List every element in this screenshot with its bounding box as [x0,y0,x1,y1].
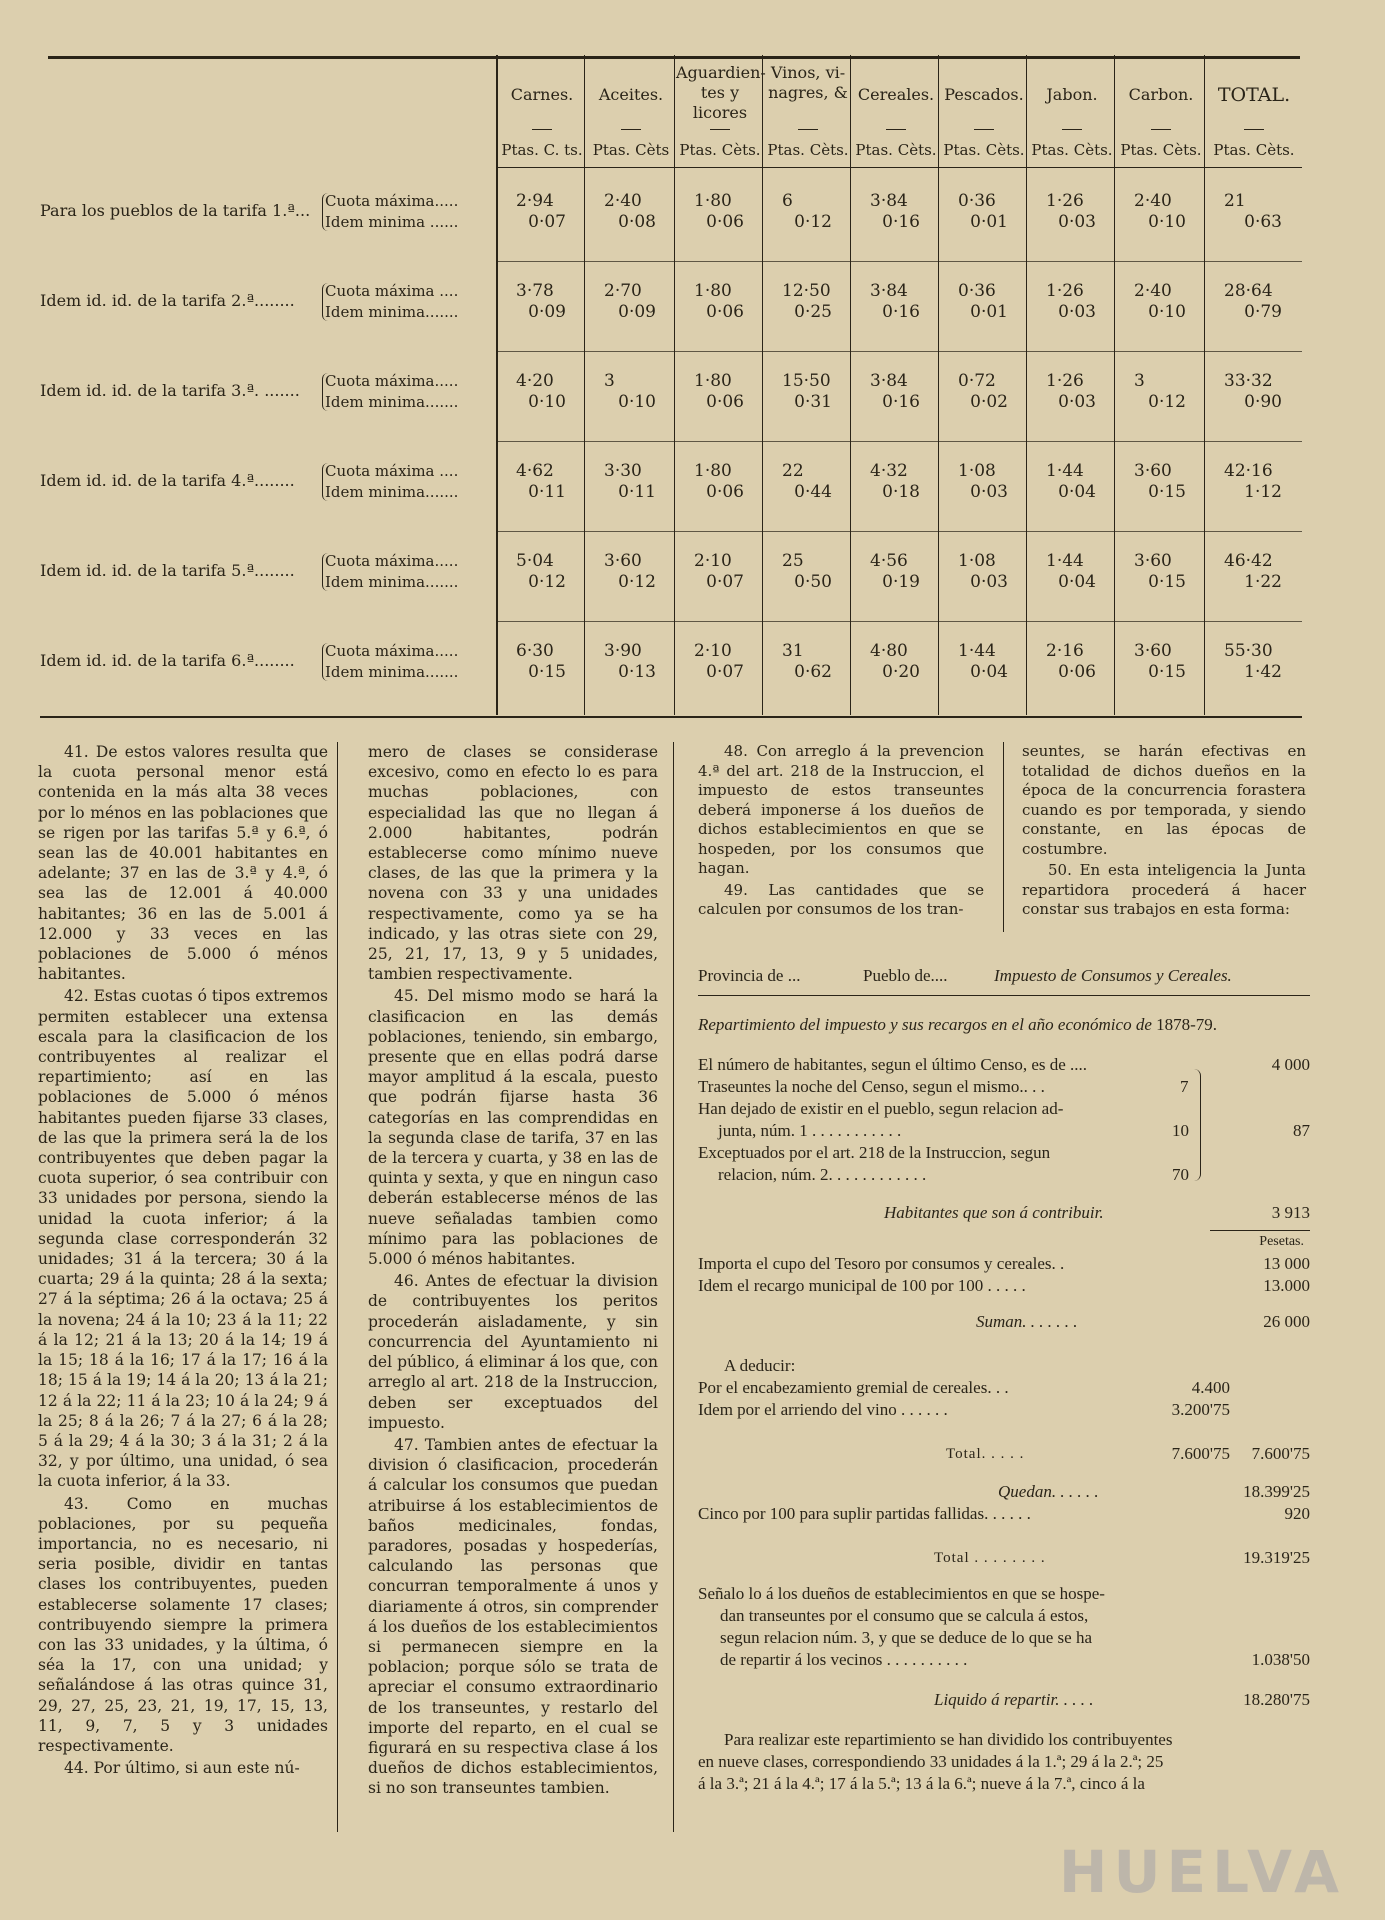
cuota-min-value: 0·11 [618,482,656,502]
header-dash [798,129,818,130]
column-header: Vinos, vi- nagres, & [768,63,848,102]
cuota-max-value: 4·32 [870,461,908,481]
table-bottom-rule [40,716,1302,718]
cuota-max-value: 25 [782,551,804,571]
row-label: Idem id. id. de la tarifa 2.ª........ [40,291,295,310]
cuota-min-value: 0·25 [794,302,832,322]
cuota-min-value: 0·09 [618,302,656,322]
row-rule [498,621,1302,622]
column-header: Carnes. [510,85,574,104]
cuota-min-value: 1·22 [1244,572,1282,592]
cuota-max-value: 3·78 [516,281,554,301]
column-divider-3 [1003,742,1004,932]
cuota-max-value: 1·44 [1046,551,1084,571]
cuota-min-value: 0·10 [1148,212,1186,232]
column-unit: Ptas. Cèts. [855,141,937,159]
header-dash [710,129,730,130]
final-line-2: en nueve clases, correspondiendo 33 unidades á la 1.ª; 29 á la 2.ª; 25 [698,1752,1164,1771]
senala-line-3: segun relacion núm. 3, y que se deduce de lo que se ha [720,1628,1092,1647]
cuota-min-value: 0·62 [794,662,832,682]
cuota-min-value: 0·06 [706,212,744,232]
liquido-line: Liquido á repartir. . . . . 18.280'75 [934,1690,1310,1709]
cuota-max-value: 1·26 [1046,191,1084,211]
cuota-min-value: 0·04 [1058,482,1096,502]
cuota-min-value: 0·50 [794,572,832,592]
cuota-min-value: 0·09 [528,302,566,322]
paragraph-42: 42. Estas cuotas ó tipos extremos permiten establecer una extensa escala para la clasificacion de los contribuyentes al realizar el repartimiento; así en las poblaciones de 5.000 ó ménos habitantes pueden fijarse 33 clases, de las que la primera será la de los contribuyentes que deben pagar la cuota superior, ó sea contribuir con 33 unidades por persona, siendo la unidad la cuota inferior; á la segunda clase corresponderán 32 unidades; 31 á la tercera; 30 á la cuarta; 29 á la quinta; 28 á la sexta; 27 á la séptima; 26 á la octava; 25 á la novena; 24 á la 10; 23 á la 11; 22 á la 12; 21 á la 13; 20 á la 14; 19 á la 15; 18 á la 16; 17 á la 17; 16 á la 18; 15 á la 19; 14 á la 20; 13 á la 21; 12 á la 22; 11 á la 23; 10 á la 24; 9 á la 25; 8 á la 26; 7 á la 27; 6 á la 28; 5 á la 29; 4 á la 30; 3 á la 31; 2 á la 32, y por último, una unidad, ó sea la cuota inferior, á la 33. [38,987,328,1491]
row-rule [498,351,1302,352]
paragraph-44: 44. Por último, si aun este nú- [64,1759,300,1778]
cuota-max-value: 3 [604,371,615,391]
cuota-max-value: 0·72 [958,371,996,391]
cuota-min-value: 0·13 [618,662,656,682]
header-dash [1244,129,1264,130]
cuota-max-value: 2·40 [1134,191,1172,211]
cuota-max-value: 3·90 [604,641,642,661]
total1-line: Total. . . . . 7.600'75 7.600'75 [946,1444,1310,1463]
cuota-max-value: 1·80 [694,371,732,391]
final-line-1: Para realizar este repartimiento se han dividido los contribuyentes [724,1730,1173,1749]
cuota-max-value: 3·84 [870,371,908,391]
paragraph-47: 47. Tambien antes de efectuar la division ó clasificacion, procederán á calcular los consumos que puedan atribuirse á los establecimientos de baños medicinales, fondas, paradores, posadas y hospederías, calculando las personas que concurran temporalmente á unos y diariamente á otros, sin comprender á los dueños de los establecimientos si permanecen siempre en la poblacion; porque sólo se trata de apreciar el consumo extraordinario de los transeuntes, y restarlo del importe del reparto, en el cual se figurará en su respectiva clase á los dueños de dichos establecimientos, si no son transeuntes tambien. [368,1435,658,1798]
column-unit: Ptas. Cèts. [1120,141,1202,159]
cuota-min-value: 0·08 [618,212,656,232]
cuota-max-value: 1·26 [1046,281,1084,301]
senala-line-1: Señalo lo á los dueños de establecimientos en que se hospe- [698,1584,1105,1603]
cuota-max-value: 0·36 [958,281,996,301]
row-label: Idem id. id. de la tarifa 4.ª........ [40,471,295,490]
deduct-bracket [1194,1069,1201,1181]
column-unit: Ptas. Cèts. [679,141,761,159]
repartimiento-form [698,965,1310,1795]
cuota-max-value: 5·04 [516,551,554,571]
impuesto-label: Impuesto de Consumos y Cereales. [994,966,1232,985]
cuota-max-value: 3·84 [870,281,908,301]
cuota-min-value: 0·16 [882,392,920,412]
row-label: Idem id. id. de la tarifa 5.ª........ [40,561,295,580]
cuota-min-value: 0·18 [882,482,920,502]
cuota-min-value: 0·79 [1244,302,1282,322]
column-header: Cereales. [857,85,935,104]
cuota-max-value: 2·40 [604,191,642,211]
dejado-line-1: Han dejado de existir en el pueblo, segun relacion ad- [698,1099,1064,1118]
paragraph-48: 48. Con arreglo á la prevencion 4.ª del art. 218 de la Instruccion, el impuesto de estos transeuntes deberá imponerse á los dueños de dichos establecimientos en que se hospeden, por los consumos que hagan. [698,742,984,877]
column-unit: Ptas. C. ts. [501,141,583,159]
pesetas-header: Pesetas. [1259,1234,1304,1249]
quedan-line: Quedan. . . . . . 18.399'25 [998,1482,1310,1501]
cuota-min-value: 0·19 [882,572,920,592]
cuota-max-value: 4·62 [516,461,554,481]
cuota-min-value: 0·15 [528,662,566,682]
cuota-min-value: 0·04 [970,662,1008,682]
cuota-min-value: 0·10 [528,392,566,412]
recargo-line: Idem el recargo municipal de 100 por 100 . . . . . 13.000 [698,1276,1310,1295]
cuota-max-value: 21 [1224,191,1246,211]
dejado-line-2: junta, núm. 1 . . . . . . . . . . . 10 87 [718,1121,1310,1140]
total2-line: Total . . . . . . . . 19.319'25 [934,1548,1310,1567]
header-rule [698,995,1310,996]
header-dash [621,129,641,130]
cuota-max-value: 28·64 [1224,281,1273,301]
senala-line-2: dan transeuntes por el consumo que se calcula á estos, [720,1606,1089,1625]
cuota-max-value: 3·60 [1134,641,1172,661]
cuota-max-value: 12·50 [782,281,831,301]
archive-seal-watermark: HUELVA [1058,1838,1345,1906]
header-rule [498,167,1302,168]
cuota-min-value: 0·12 [794,212,832,232]
cuota-max-value: 6 [782,191,793,211]
cuota-max-value: 2·70 [604,281,642,301]
column-unit: Ptas. Cèts. [1031,141,1113,159]
cuota-min-value: 0·16 [882,212,920,232]
encabezamiento-line: Por el encabezamiento gremial de cereales. . . 4.400 [698,1378,1230,1397]
text-column-2 [368,742,658,1801]
cuota-max-value: 1·44 [1046,461,1084,481]
cuota-max-value: 3·60 [1134,551,1172,571]
cuota-min-value: 0·11 [528,482,566,502]
cuota-max-value: 6·30 [516,641,554,661]
cuota-min-value: 0·01 [970,302,1008,322]
deducir-line: A deducir: [724,1356,796,1375]
cuota-min-value: 0·06 [1058,662,1096,682]
column-header: Jabon. [1046,85,1098,104]
form-header [698,965,1310,991]
cuota-max-label: Cuota máxima .... [325,462,459,480]
habitantes-line: El número de habitantes, segun el último Censo, es de .... 4 000 [698,1055,1310,1074]
column-header: Carbon. [1128,85,1194,104]
cuota-max-value: 1·44 [958,641,996,661]
cuota-max-value: 55·30 [1224,641,1273,661]
text-column-1 [38,742,328,1780]
cuota-min-value: 0·20 [882,662,920,682]
cuota-min-label: Idem minima....... [325,573,459,591]
cuota-min-value: 0·03 [1058,392,1096,412]
cuota-min-value: 0·63 [1244,212,1282,232]
cuota-max-value: 1·80 [694,191,732,211]
cuota-min-value: 0·15 [1148,572,1186,592]
text-column-4 [1022,742,1306,922]
header-dash [886,129,906,130]
cuota-max-value: 3·60 [604,551,642,571]
pueblo-label: Pueblo de.... [863,966,948,985]
cuota-min-value: 0·90 [1244,392,1282,412]
paragraph-44-cont: mero de clases se considerase excesivo, como en efecto lo es para muchas poblaciones, con especialidad las que no llegan á 2.000 habitantes, podrán establecerse como mínimo nueve clases, de las que la primera y la novena con 33 y una unidades respectivamente, como ya se ha indicado, y las otras siete con 29, 25, 21, 17, 13, 9 y 5 unidades, tambien respectivamente. [368,743,658,984]
cuota-min-value: 0·06 [706,302,744,322]
cuota-max-value: 0·36 [958,191,996,211]
row-label: Idem id. id. de la tarifa 6.ª........ [40,651,295,670]
cuota-min-value: 0·03 [970,572,1008,592]
cuota-max-value: 1·08 [958,461,996,481]
cuota-max-value: 46·42 [1224,551,1273,571]
paragraph-49-cont: seuntes, se harán efectivas en totalidad de dichos dueños en la época de la concurrencia forastera cuando es por temporada, y siendo constante, en las épocas de costumbre. [1022,742,1306,858]
cuota-min-label: Idem minima....... [325,393,459,411]
cupo-line: Importa el cupo del Tesoro por consumos y cereales. . 13 000 [698,1254,1310,1273]
cuota-min-value: 0·03 [1058,212,1096,232]
paragraph-49: 49. Las cantidades que se calculen por consumos de los tran- [698,880,984,918]
header-dash [532,129,552,130]
cuota-max-label: Cuota máxima..... [325,552,459,570]
form-title [698,1014,1310,1040]
header-dash [974,129,994,130]
header-dash [1062,129,1082,130]
cuota-min-value: 0·07 [706,572,744,592]
cuota-min-value: 0·10 [618,392,656,412]
cuota-max-value: 3·30 [604,461,642,481]
traseuntes-line: Traseuntes la noche del Censo, segun el mismo.. . . 7 [698,1077,1189,1096]
cuota-max-value: 31 [782,641,804,661]
cuota-min-value: 0·31 [794,392,832,412]
column-unit: Ptas. Cèts. [1213,141,1295,159]
cuota-min-value: 0·06 [706,482,744,502]
form-title-text: Repartimiento del impuesto y sus recargos en el año económico de [698,1015,1152,1034]
cuota-max-value: 3·60 [1134,461,1172,481]
exceptuados-line-1: Exceptuados por el art. 218 de la Instruccion, segun [698,1143,1051,1162]
column-header: Aguardien- tes y licores [676,63,766,122]
cuota-max-value: 1·80 [694,281,732,301]
cuota-max-value: 15·50 [782,371,831,391]
cuota-max-value: 22 [782,461,804,481]
form-year: 1878-79. [1156,1015,1218,1034]
tariff-table [40,55,1302,715]
cuota-max-value: 4·56 [870,551,908,571]
cuota-min-value: 1·12 [1244,482,1282,502]
cuota-min-value: 0·15 [1148,482,1186,502]
cuota-max-value: 2·10 [694,551,732,571]
cuota-min-label: Idem minima ...... [325,213,459,231]
cuota-min-label: Idem minima....... [325,303,459,321]
cuota-max-value: 4·80 [870,641,908,661]
cuota-max-value: 2·10 [694,641,732,661]
cuota-min-value: 0·03 [1058,302,1096,322]
row-label: Para los pueblos de la tarifa 1.ª... [40,201,311,220]
cuota-max-value: 3 [1134,371,1145,391]
cuota-min-value: 0·07 [528,212,566,232]
final-line-3: á la 3.ª; 21 á la 4.ª; 17 á la 5.ª; 13 á la 6.ª; nueve á la 7.ª, cinco á la [698,1774,1145,1793]
suman-line: Suman. . . . . . . 26 000 [976,1312,1310,1331]
paragraph-43: 43. Como en muchas poblaciones, por su pequeña importancia, no es necesario, ni seria posible, dividir en tantas clases los contribuyentes, pueden establecerse solamente 17 clases; contribuyendo siempre la primera con las 33 unidades, y la última, ó séa la 17, con una unidad; y señalándose á las otras quince 31, 29, 27, 25, 23, 21, 19, 17, 15, 13, 11, 9, 7, 5 y 3 unidades respectivamente. [38,1494,328,1755]
cuota-min-value: 0·44 [794,482,832,502]
row-rule [498,531,1302,532]
paragraph-41: 41. De estos valores resulta que la cuota personal menor está contenida en la más alta 38 veces por lo ménos en las poblaciones que se rigen por las tarifas 5.ª y 6.ª, ó sean las de 40.001 habitantes en adelante; 37 en las de 3.ª y 4.ª, ó sea las de 12.001 á 40.000 habitantes; 36 en las de 5.001 á 12.000 y 33 veces en las poblaciones de 5.000 ó ménos habitantes. [38,743,328,984]
cuota-min-value: 0·02 [970,392,1008,412]
cuota-max-value: 1·80 [694,461,732,481]
cuota-min-value: 0·01 [970,212,1008,232]
cuota-min-value: 0·16 [882,302,920,322]
cuota-max-label: Cuota máxima..... [325,642,459,660]
column-unit: Ptas. Cèts. [943,141,1025,159]
cuota-min-value: 0·06 [706,392,744,412]
cuota-max-value: 42·16 [1224,461,1273,481]
column-unit: Ptas. Cèts [592,141,670,159]
column-divider-1 [337,742,338,1832]
paragraph-50: 50. En esta inteligencia la Junta repartidora procederá á hacer constar sus trabajos en esta forma: [1022,861,1306,918]
cinco-line: Cinco por 100 para suplir partidas fallidas. . . . . . 920 [698,1504,1310,1523]
cuota-min-value: 0·12 [1148,392,1186,412]
cuota-min-value: 0·07 [706,662,744,682]
cuota-min-value: 0·12 [528,572,566,592]
provincia-label: Provincia de ... [698,966,801,985]
paragraph-46: 46. Antes de efectuar la division de contribuyentes los peritos procederán aisladamente, y sin concurrencia del Ayuntamiento ni del público, á eliminar á los que, con arreglo al art. 218 de la Instruccion, deben ser exceptuados del impuesto. [368,1272,658,1432]
column-header: TOTAL. [1217,84,1291,106]
cuota-max-label: Cuota máxima..... [325,192,459,210]
cuota-min-value: 0·10 [1148,302,1186,322]
cuota-min-value: 1·42 [1244,662,1282,682]
cuota-max-value: 1·08 [958,551,996,571]
cuota-max-label: Cuota máxima .... [325,282,459,300]
column-divider-2 [673,742,674,1832]
senala-line-4: de repartir á los vecinos . . . . . . . . . . 1.038'50 [720,1650,1310,1669]
arriendo-line: Idem por el arriendo del vino . . . . . . 3.200'75 [698,1400,1230,1419]
cuota-min-label: Idem minima....... [325,663,459,681]
cuota-max-value: 3·84 [870,191,908,211]
cuota-max-value: 2·16 [1046,641,1084,661]
cuota-max-value: 4·20 [516,371,554,391]
header-dash [1151,129,1171,130]
column-header: Pescados. [944,85,1024,104]
hab-contribuir-line: Habitantes que son á contribuir. 3 913 [884,1203,1310,1222]
paragraph-45: 45. Del mismo modo se hará la clasificacion en las demás poblaciones, teniendo, sin embargo, presente que en ellas podrá darse mayor amplitud á la escala, puesto que podrán fijarse hasta 36 categorías en las comprendidas en la segunda clase de tarifa, 37 en las de la tercera y cuarta, y 38 en las de quinta y sexta, y que en ningun caso deberán establecerse ménos de las nueve señaladas tambien como mínimo para las poblaciones de 5.000 ó ménos habitantes. [368,987,658,1269]
column-header: Aceites. [598,85,664,104]
row-label: Idem id. id. de la tarifa 3.ª. ....... [40,381,300,400]
text-column-3 [698,742,984,922]
exceptuados-line-2: relacion, núm. 2. . . . . . . . . . . . 70 [718,1165,1189,1184]
cuota-min-value: 0·04 [1058,572,1096,592]
cuota-min-label: Idem minima....... [325,483,459,501]
cuota-max-label: Cuota máxima..... [325,372,459,390]
row-rule [498,261,1302,262]
row-rule [498,441,1302,442]
column-unit: Ptas. Cèts. [767,141,849,159]
cuota-min-value: 0·15 [1148,662,1186,682]
cuota-max-value: 2·40 [1134,281,1172,301]
cuota-min-value: 0·03 [970,482,1008,502]
cuota-min-value: 0·12 [618,572,656,592]
cuota-max-value: 1·26 [1046,371,1084,391]
cuota-max-value: 2·94 [516,191,554,211]
cuota-max-value: 33·32 [1224,371,1273,391]
